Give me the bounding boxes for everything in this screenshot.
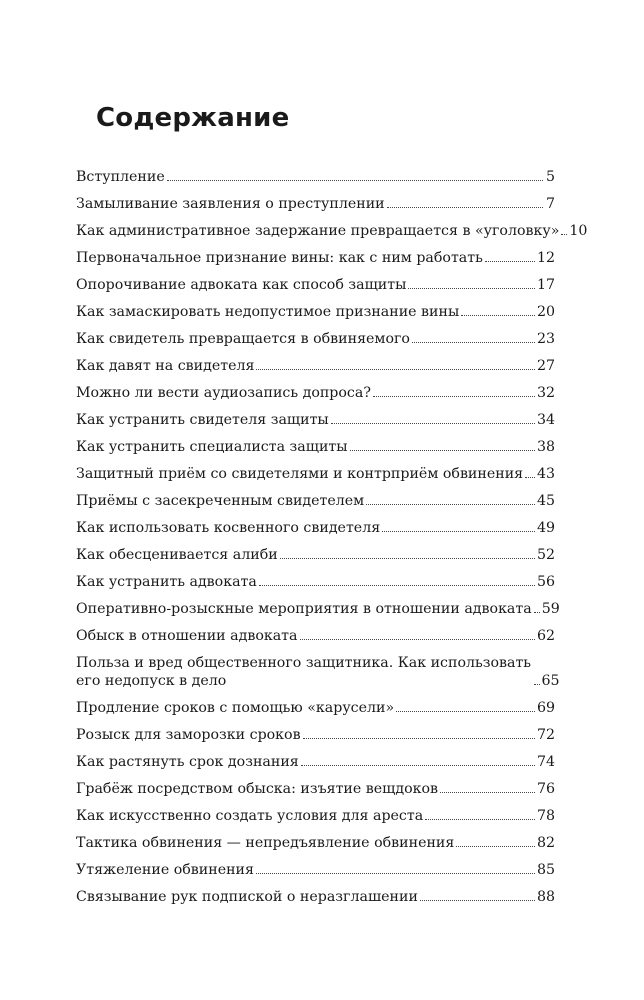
- dot-leader: [350, 450, 535, 451]
- toc-entry[interactable]: [76, 240, 555, 267]
- dot-leader: [425, 819, 535, 820]
- toc-entry[interactable]: [76, 564, 555, 591]
- toc-entry-page-number: 72: [536, 727, 555, 743]
- toc-entry-title: Как обесценивается алиби: [76, 547, 278, 563]
- toc-entry[interactable]: [76, 186, 555, 213]
- toc-entry[interactable]: [76, 537, 555, 564]
- toc-entry-title: Защитный приём со свидетелями и контрприём обвинения: [76, 466, 524, 482]
- toc-entry[interactable]: [76, 690, 555, 717]
- toc-entry-title: Первоначальное признание вины: как с ним работать: [76, 250, 483, 266]
- toc-entry-title: Как административное задержание превращается в «уголовку»: [76, 223, 560, 239]
- toc-entry-title: Розыск для заморозки сроков: [76, 727, 301, 743]
- toc-entry[interactable]: [76, 213, 588, 240]
- toc-entry-page-number: 38: [536, 439, 555, 455]
- toc-entry-page-number: 12: [536, 250, 555, 266]
- dot-leader: [331, 423, 535, 424]
- toc-entry-title: Как давят на свидетеля: [76, 358, 255, 374]
- toc-entry[interactable]: [76, 744, 555, 771]
- toc-entry-title: Приёмы с засекреченным свидетелем: [76, 493, 365, 509]
- toc-entry[interactable]: [76, 852, 555, 879]
- toc-entry-page-number: 27: [536, 358, 555, 374]
- dot-leader: [525, 477, 535, 478]
- dot-leader: [300, 639, 535, 640]
- toc-entry-title: Как свидетель превращается в обвиняемого: [76, 331, 410, 347]
- toc-entry[interactable]: [76, 645, 560, 690]
- toc-entry[interactable]: [76, 159, 555, 186]
- toc-entry-page-number: 56: [536, 574, 555, 590]
- toc-entry-page-number: 43: [536, 466, 555, 482]
- toc-entry-title: Можно ли вести аудиозапись допроса?: [76, 385, 371, 401]
- toc-entry-title: Грабёж посредством обыска: изъятие вещдоков: [76, 781, 439, 797]
- toc-entry[interactable]: [76, 591, 560, 618]
- toc-entry[interactable]: [76, 375, 555, 402]
- toc-entry[interactable]: [76, 348, 555, 375]
- dot-leader: [259, 585, 535, 586]
- toc-entry-page-number: 74: [536, 754, 555, 770]
- dot-leader: [301, 765, 535, 766]
- toc-entry-title: Как растянуть срок дознания: [76, 754, 299, 770]
- toc-entry-title: Оперативно-розыскные мероприятия в отношении адвоката: [76, 601, 532, 617]
- dot-leader: [456, 846, 535, 847]
- toc-entry-title: Замыливание заявления о преступлении: [76, 196, 385, 212]
- toc-entry-page-number: 34: [536, 412, 555, 428]
- toc-entry-page-number: 85: [536, 862, 555, 878]
- dot-leader: [412, 342, 535, 343]
- table-of-contents: [76, 159, 588, 906]
- dot-leader: [561, 234, 567, 235]
- dot-leader: [256, 369, 534, 370]
- toc-entry-page-number: 52: [536, 547, 555, 563]
- toc-entry-page-number: 10: [569, 223, 588, 239]
- toc-entry-title: Как замаскировать недопустимое признание вины: [76, 304, 460, 320]
- dot-leader: [408, 288, 535, 289]
- toc-entry-page-number: 7: [545, 196, 555, 212]
- toc-entry-title: Как использовать косвенного свидетеля: [76, 520, 381, 536]
- dot-leader: [366, 504, 535, 505]
- toc-entry[interactable]: [76, 483, 555, 510]
- dot-leader: [303, 738, 535, 739]
- toc-entry[interactable]: [76, 798, 555, 825]
- toc-entry-page-number: 59: [541, 601, 560, 617]
- toc-entry-title: Продление сроков с помощью «карусели»: [76, 700, 395, 716]
- page-title: Содержание: [96, 103, 290, 133]
- toc-entry[interactable]: [76, 879, 555, 906]
- toc-entry-page-number: 45: [536, 493, 555, 509]
- toc-entry-title: Как устранить свидетеля защиты: [76, 412, 329, 428]
- toc-entry-page-number: 76: [536, 781, 555, 797]
- toc-entry-title: Как устранить адвоката: [76, 574, 257, 590]
- toc-entry-page-number: 88: [536, 889, 555, 905]
- toc-entry-title: Утяжеление обвинения: [76, 862, 254, 878]
- toc-entry-page-number: 17: [536, 277, 555, 293]
- dot-leader: [534, 684, 540, 685]
- toc-entry-page-number: 32: [536, 385, 555, 401]
- toc-entry[interactable]: [76, 510, 555, 537]
- dot-leader: [167, 180, 543, 181]
- toc-entry[interactable]: [76, 456, 555, 483]
- toc-entry[interactable]: [76, 402, 555, 429]
- toc-entry[interactable]: [76, 294, 555, 321]
- toc-entry-page-number: 78: [536, 808, 555, 824]
- toc-entry-page-number: 65: [541, 673, 560, 689]
- toc-entry[interactable]: [76, 771, 555, 798]
- dot-leader: [382, 531, 535, 532]
- toc-entry-title: Польза и вред общественного защитника. Как использовать его недопуск в дело: [76, 655, 532, 689]
- dot-leader: [387, 207, 543, 208]
- dot-leader: [396, 711, 535, 712]
- toc-entry[interactable]: [76, 429, 555, 456]
- toc-entry-title: Как устранить специалиста защиты: [76, 439, 348, 455]
- toc-entry-title: Связывание рук подпиской о неразглашении: [76, 889, 418, 905]
- dot-leader: [256, 873, 535, 874]
- toc-entry-title: Вступление: [76, 169, 165, 185]
- toc-entry-page-number: 20: [536, 304, 555, 320]
- toc-entry-title: Тактика обвинения — непредъявление обвинения: [76, 835, 455, 851]
- toc-entry-page-number: 5: [545, 169, 555, 185]
- toc-entry[interactable]: [76, 717, 555, 744]
- dot-leader: [280, 558, 535, 559]
- toc-entry[interactable]: [76, 321, 555, 348]
- toc-entry-page-number: 23: [536, 331, 555, 347]
- toc-entry-title: Опорочивание адвоката как способ защиты: [76, 277, 407, 293]
- toc-entry[interactable]: [76, 267, 555, 294]
- dot-leader: [373, 396, 535, 397]
- dot-leader: [485, 261, 535, 262]
- dot-leader: [420, 900, 535, 901]
- toc-entry-page-number: 62: [536, 628, 555, 644]
- toc-entry[interactable]: [76, 618, 555, 645]
- toc-entry-title: Обыск в отношении адвоката: [76, 628, 298, 644]
- toc-entry-page-number: 69: [536, 700, 555, 716]
- dot-leader: [534, 612, 540, 613]
- toc-entry-title: Как искусственно создать условия для ареста: [76, 808, 424, 824]
- toc-entry-page-number: 49: [536, 520, 555, 536]
- toc-entry-page-number: 82: [536, 835, 555, 851]
- dot-leader: [440, 792, 535, 793]
- toc-entry[interactable]: [76, 825, 555, 852]
- dot-leader: [461, 315, 535, 316]
